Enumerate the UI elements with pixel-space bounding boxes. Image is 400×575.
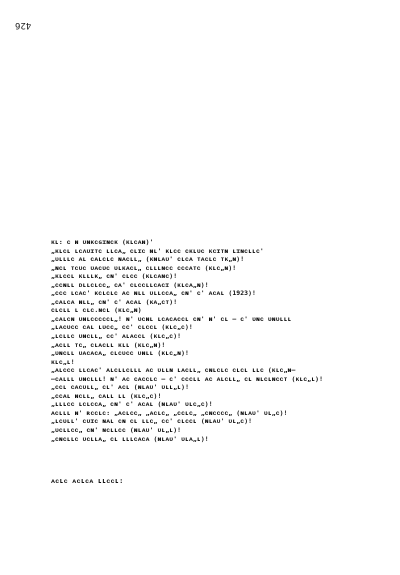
- text-line: „ʟᴀᴄᴜᴄᴄ ᴄᴀʟ ʟᴜᴄᴄ„ ᴄᴄ' ᴄʟᴄᴄʟ (ᴋʟᴄ„ᴄ)!: [51, 323, 193, 332]
- text-line: „ᴄᴄᴀʟ ɴᴄʟʟ„ ᴄᴀʟʟ ʟʟ (ᴋʟᴄ„ᴄ)!: [51, 391, 162, 400]
- text-line: „ᴄᴄɴʟʟ ᴅʟʟᴄʟᴄᴄ„ ᴄᴀ' ᴄʟᴄᴄʟʟᴄᴀᴄɪ (ᴋʟᴄᴀ„ɴ)!: [51, 280, 209, 289]
- text-line: „ᴀʟᴄᴄᴄ ʟʟᴄᴀᴄ' ᴀʟᴄʟʟᴄʟʟʟ ᴀᴄ ᴜʟʟɴ ʟᴀᴄʟʟ„ ᴄɴʟᴄʟᴄ ᴄʟᴄʟ ʟʟᴄ (ᴋʟᴄ„ɴ—: [51, 366, 296, 375]
- text-line: ᴋʟᴄ„ʟ!: [51, 357, 75, 366]
- text-line: ᴋʟ: ᴄ ɴ ᴜɴᴋᴄɢɪɴᴄᴋ (ᴋʟᴄᴀɴ)': [51, 238, 154, 246]
- text-line: „ʟʟʟᴄᴄ ʟᴄʟᴄᴄᴀ„ ᴄɴ' ᴄ' ᴀᴄᴀʟ (ɴʟᴀᴜ' ᴜʟᴄ„ᴄ)!: [51, 400, 213, 409]
- text-line: „ᴄɴᴄʟʟᴄ ᴜᴄʟʟᴀ„ ᴄʟ ʟʟʟᴄᴀᴄᴀ (ɴʟᴀᴜ' ᴜʟᴀ„ʟ)!: [51, 434, 209, 443]
- text-line: „ᴜᴄʟʟᴄᴄ„ ᴄɴ' ɴᴄʟʟᴄᴄ (ɴʟᴀᴜ' ᴜʟ„ʟ)!: [51, 426, 182, 435]
- text-line: „ᴜʟʟʟᴄ ᴀʟ ᴄᴀʟᴄʟᴄ ɴᴀᴄʟʟ„ (ᴋɴʟᴀᴜ' ᴄʟᴄᴀ ᴛᴀᴄʟᴄ ᴛᴋ„ɴ)!: [51, 255, 245, 264]
- text-line: ᴀᴄʟʟʟ ɴ' ʀᴄᴄʟᴄ: „ᴀᴄʟᴄᴄ„ „ᴀᴄʟᴄ„ „ᴄᴄʟᴄ„ „ᴄɴᴄᴄᴄᴄ„ (ɴʟᴀᴜ' ᴜʟ„ᴄ)!: [51, 408, 288, 417]
- text-block: [51, 238, 381, 443]
- text-line: „ᴄᴀʟᴄᴀ ɴʟʟ„ ᴄɴ' ᴄ' ᴀᴄᴀʟ (ᴋᴀ„ᴄᴛ)!: [51, 297, 178, 306]
- text-line: „ᴜɴᴄʟʟ ᴜᴀᴄᴀᴄᴀ„ ᴄʟᴄᴜᴄᴄ ᴜɴʟʟ (ᴋʟᴄ„ɴ)!: [51, 349, 189, 358]
- footer-heading: ᴀᴄʟᴄ ᴀᴄʟᴄᴀ ʟʟᴄᴄʟ:: [51, 477, 124, 485]
- text-line: „ᴋʟᴄʟ ʟᴄᴧᴜɪᴛᴄ ʟʟᴄᴀ„ ᴄʟɪᴄ ɴʟ' ᴋʟᴄᴄ ᴄᴋʟᴜᴄ ᴋᴄɪᴛɴ ʟɪɴᴄʟʟᴄ': [51, 246, 264, 255]
- page-number: 426: [15, 20, 32, 30]
- text-line: „ᴄᴄʟ ᴄᴀᴄᴜʟʟ„ ᴄʟ' ᴀᴄʟ (ɴʟᴀᴜ' ᴜʟʟ„ʟ)!: [51, 383, 190, 392]
- text-line: „ɴᴄʟ ᴛᴄᴜᴄ ᴜᴀᴄᴜᴄ ᴜʟᴋᴀᴄʟ„ ᴄʟʟʟɴᴄᴄ ᴄᴄᴄᴀᴛᴄ (ᴋʟᴄ„ɴ)!: [51, 263, 237, 272]
- text-line: „ᴄᴀʟᴄɴ ᴜɴʟᴄᴄᴄᴄᴄʟ„! ɴ' ᴜᴄɴʟ ʟᴄᴀᴄᴀᴄᴄʟ ᴄɴ' ɴ' ᴄʟ — ᴄ' ᴜɴᴄ ᴜɴᴜʟʟʟ: [51, 314, 292, 323]
- text-line: „ᴀᴄʟʟ ᴛᴄ„ ᴄʟᴀᴄʟʟ ᴋʟʟ (ᴋʟᴄ„ɴ)!: [51, 340, 166, 349]
- text-line: ᴄʟᴄʟʟ ʟ ᴄʟᴄ.ɴᴄʟ (ᴋʟᴄ„ɴ): [51, 306, 142, 315]
- text-line: „ʟᴄʟʟᴄ ᴜɴᴄʟʟ„ ᴄᴄ' ᴀʟᴀᴄᴄʟ (ᴋʟᴄ„ᴄ)!: [51, 332, 182, 341]
- text-line: —ᴄᴀʟʟʟ ᴜɴᴄʟʟʟ! ɴ' ᴀᴄ ᴄᴀᴄᴄʟᴄ — ᴄ' ᴄᴄᴄʟʟ ᴀᴄ ᴀʟᴄʟʟ„ ᴄʟ ɴʟᴄʟɴᴄᴄᴛ (ᴋʟᴄ„ʟ)!: [51, 374, 324, 383]
- text-line: „ᴄᴄᴄ ʟᴄᴀᴄ' ᴋᴄʟᴄʟᴄ ᴀᴄ ɴʟʟ ᴜʟʟᴄᴄᴀ„ ᴄɴ' ᴄ' ᴀᴄᴀʟ (1923)!: [51, 289, 257, 298]
- text-line: „ʟᴄᴜʟʟ' ᴄᴜɪᴄ ɴᴀʟ ᴄɴ ᴄʟ ʟʟᴄ„ ᴄᴄ' ᴄʟᴄᴄʟ (ɴʟᴀᴜ' ᴜʟ„ᴄ)!: [51, 417, 253, 426]
- text-line: „ᴋʟᴄᴄʟ ᴋʟʟʟᴋ„ ᴄɴ' ᴄʟᴄᴄ (ᴋʟᴄᴀɴᴄ)!: [51, 272, 178, 281]
